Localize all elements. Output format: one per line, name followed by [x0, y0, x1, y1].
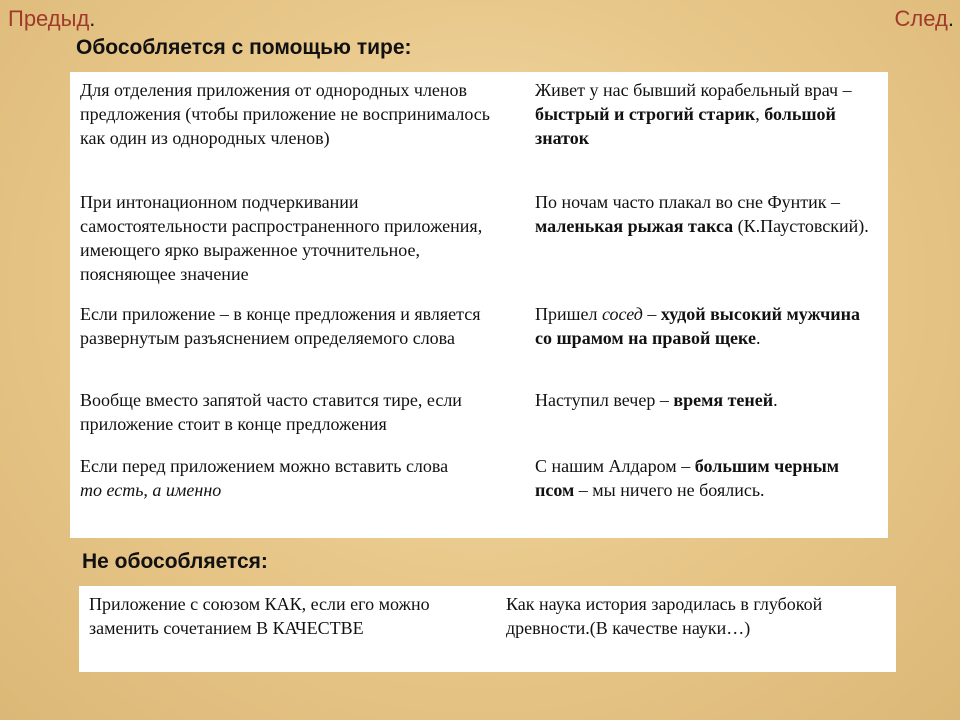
- example-cell: [535, 302, 870, 350]
- next-dot: .: [947, 6, 954, 31]
- section-title-no-separation: Не обособляется:: [82, 550, 268, 573]
- prev-dot: .: [89, 6, 96, 31]
- rule-cell: Для отделения приложения от однородных членов предложения (чтобы приложение не воспринималось как один из однородных членов): [80, 80, 490, 148]
- example-bold-text: худой высокий мужчина со шрамом на правой щеке: [535, 304, 860, 348]
- rule-cell: Вообще вместо запятой часто ставится тире, если приложение стоит в конце предложения: [80, 390, 462, 434]
- example-italic-text: сосед: [601, 304, 643, 324]
- example-text: По ночам часто плакал во сне Фунтик –: [535, 192, 841, 212]
- example-text: –: [642, 304, 661, 324]
- example-text: ,: [755, 104, 765, 124]
- example-text: (К.Паустовский).: [733, 216, 869, 236]
- example-cell: [535, 190, 870, 238]
- example-bold-text: маленькая рыжая такса: [535, 216, 734, 236]
- example-text: Пришел: [535, 304, 602, 324]
- example-bold-text: быстрый и строгий старик: [535, 104, 756, 124]
- rules-table-no-separation: [79, 586, 896, 672]
- next-slide-link[interactable]: [895, 6, 954, 32]
- example-bold-text: большим черным псом: [535, 456, 840, 500]
- example-cell: [535, 78, 870, 150]
- prev-label: Предыд: [8, 6, 90, 31]
- example-text: С нашим Алдаром –: [535, 456, 695, 476]
- rule-text: Если перед приложением можно вставить слова: [80, 456, 449, 476]
- example-bold-text: время теней: [673, 390, 774, 410]
- example-text: – мы ничего не боялись.: [574, 480, 765, 500]
- section-title-dash: Обособляется с помощью тире:: [76, 36, 412, 59]
- example-text: Наступил вечер –: [535, 390, 674, 410]
- example-cell: [535, 454, 870, 502]
- prev-slide-link[interactable]: [8, 6, 95, 32]
- example-bold-text: большой знаток: [535, 104, 836, 148]
- rules-table-dash: [70, 72, 888, 538]
- rule-cell: [80, 454, 500, 502]
- rule-cell: Приложение с союзом КАК, если его можно заменить сочетанием В КАЧЕСТВЕ: [89, 594, 430, 638]
- rule-cell: Если приложение – в конце предложения и является развернутым разъяснением определяемого слова: [80, 304, 481, 348]
- example-text: .: [755, 328, 761, 348]
- example-cell: [535, 388, 870, 412]
- next-label: След: [894, 6, 948, 31]
- example-text: Живет у нас бывший корабельный врач –: [535, 80, 852, 100]
- rule-italic-text: то есть, а именно: [80, 480, 222, 500]
- example-cell: Как наука история зародилась в глубокой древности.(В качестве науки…): [506, 594, 823, 638]
- example-text: .: [773, 390, 778, 410]
- rule-cell: При интонационном подчеркивании самостоятельности распространенного приложения, имеющего ярко выраженное уточнительное, поясняющее значение: [80, 192, 483, 284]
